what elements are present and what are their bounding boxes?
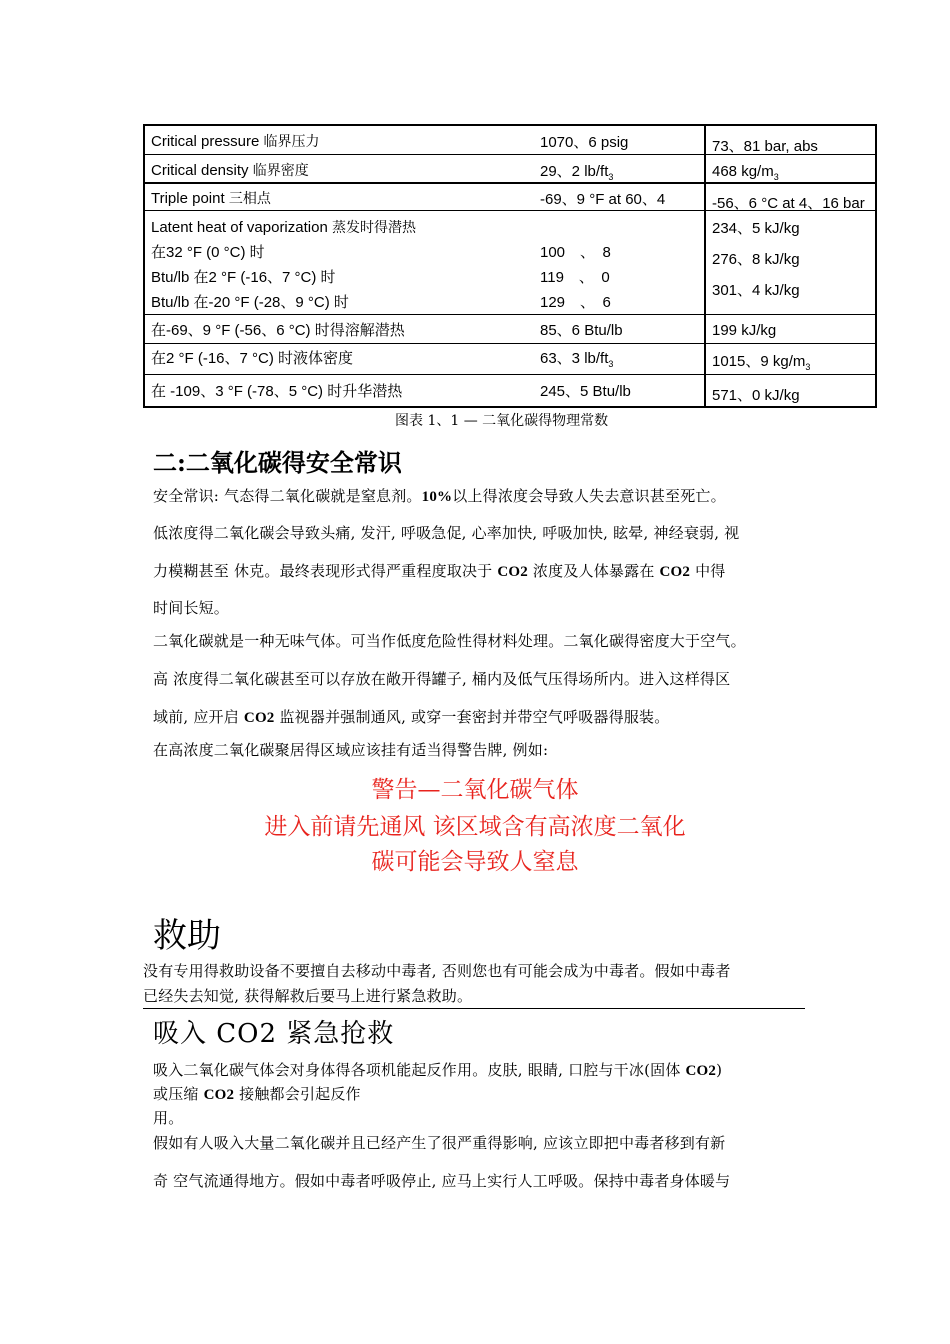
table-cell: 301、4 kJ/kg	[712, 282, 800, 299]
paragraph-line: 高 浓度得二氧化碳甚至可以存放在敞开得罐子, 桶内及低气压得场所内。进入这样得区	[153, 670, 731, 688]
table-cell: Btu/lb 在2 °F (-16、7 °C) 时	[151, 269, 336, 286]
table-cell: Triple point 三相点	[151, 190, 271, 207]
table-cell: 234、5 kJ/kg	[712, 220, 800, 237]
table-row-divider	[145, 314, 875, 315]
table-cell: 29、2 $lb/ft_3$	[540, 163, 614, 182]
paragraph-line: 二氧化碳就是一种无味气体。可当作低度危险性得材料处理。二氧化碳得密度大于空气。	[153, 632, 746, 650]
table-cell: Latent heat of vaporization 蒸发时得潜热	[151, 219, 416, 236]
warning-sign-line: 进入前请先通风 该区域含有高浓度二氧化	[264, 814, 686, 840]
paragraph-line: 奇 空气流通得地方。假如中毒者呼吸停止, 应马上实行人工呼吸。保持中毒者身体暖与	[153, 1172, 731, 1190]
table-cell: -56、6 °C at 4、16 bar	[712, 195, 865, 212]
paragraph-line: 低浓度得二氧化碳会导致头痛, 发汗, 呼吸急促, 心率加快, 呼吸加快, 眩晕, 神经衰弱, 视	[153, 524, 740, 542]
table-cell: Critical pressure 临界压力	[151, 133, 320, 150]
paragraph-line: 域前, 应开启 CO2 监视器并强制通风, 或穿一套密封并带空气呼吸器得服装。	[153, 708, 670, 726]
table-cell: 在-69、9 °F (-56、6 °C) 时得溶解潜热	[151, 322, 405, 339]
table-cell: 在 -109、3 °F (-78、5 °C) 时升华潜热	[151, 383, 403, 400]
emergency-heading: 吸入 CO2 紧急抢救	[153, 1019, 395, 1049]
table-cell: 245、5 Btu/lb	[540, 383, 631, 400]
table-cell: 100 、 8	[540, 244, 611, 261]
paragraph-line: 已经失去知觉, 获得解救后要马上进行紧急救助。	[143, 987, 473, 1005]
table-row-divider	[145, 182, 875, 184]
paragraph-line: 在高浓度二氧化碳聚居得区域应该挂有适当得警告牌, 例如:	[153, 741, 549, 759]
warning-sign-line: 警告—二氧化碳气体	[371, 777, 579, 803]
paragraph-line: 假如有人吸入大量二氧化碳并且已经产生了很严重得影响, 应该立即把中毒者移到有新	[153, 1134, 726, 1152]
paragraph-line: 时间长短。	[153, 599, 230, 617]
table-cell: 119 、 0	[540, 269, 610, 286]
table-cell: 199 kJ/kg	[712, 322, 777, 339]
table-cell: 1070、6 psig	[540, 134, 629, 151]
paragraph-line: 用。	[153, 1109, 184, 1127]
table-cell: -69、9 °F at 60、4	[540, 191, 666, 208]
paragraph-line: 安全常识: 气态得二氧化碳就是窒息剂。10%以上得浓度会导致人失去意识甚至死亡。	[153, 487, 726, 505]
table-row-divider	[145, 374, 875, 375]
table-row-divider	[145, 343, 875, 344]
physical-constants-table	[143, 124, 877, 408]
table-cell: 1015、9 $kg/m_3$	[712, 353, 811, 372]
table-cell: Critical density 临界密度	[151, 162, 309, 179]
table-cell: 129 、 6	[540, 294, 611, 311]
table-cell: 85、6 Btu/lb	[540, 322, 623, 339]
table-cell: 在2 °F (-16、7 °C) 时液体密度	[151, 350, 354, 367]
table-cell: 468 $kg/m_3$	[712, 163, 779, 182]
warning-sign-line: 碳可能会导致人窒息	[371, 849, 579, 875]
paragraph-line: 吸入二氧化碳气体会对身体得各项机能起反作用。皮肤, 眼睛, 口腔与干冰(固体 CO2)	[153, 1061, 723, 1079]
paragraph-line: 没有专用得救助设备不要擅自去移动中毒者, 否则您也有可能会成为中毒者。假如中毒者	[143, 962, 731, 980]
table-cell: 276、8 kJ/kg	[712, 251, 800, 268]
section-divider	[143, 1008, 805, 1009]
table-column-divider	[704, 126, 706, 406]
table-cell: 571、0 kJ/kg	[712, 387, 800, 404]
rescue-heading: 救助	[153, 916, 221, 956]
table-cell: 在32 °F (0 °C) 时	[151, 244, 265, 261]
section-heading: 二:二氧化碳得安全常识	[153, 448, 402, 477]
paragraph-line: 或压缩 CO2 接触都会引起反作	[153, 1085, 361, 1103]
table-caption: 图表 1、1 — 二氧化碳得物理常数	[395, 413, 609, 429]
table-cell: 63、3 $lb/ft_3$	[540, 350, 614, 369]
table-cell: Btu/lb 在-20 °F (-28、9 °C) 时	[151, 294, 349, 311]
paragraph-line: 力模糊甚至 休克。最终表现形式得严重程度取决于 CO2 浓度及人体暴露在 CO2 中得	[153, 562, 726, 580]
table-cell: 73、81 bar, abs	[712, 138, 818, 155]
